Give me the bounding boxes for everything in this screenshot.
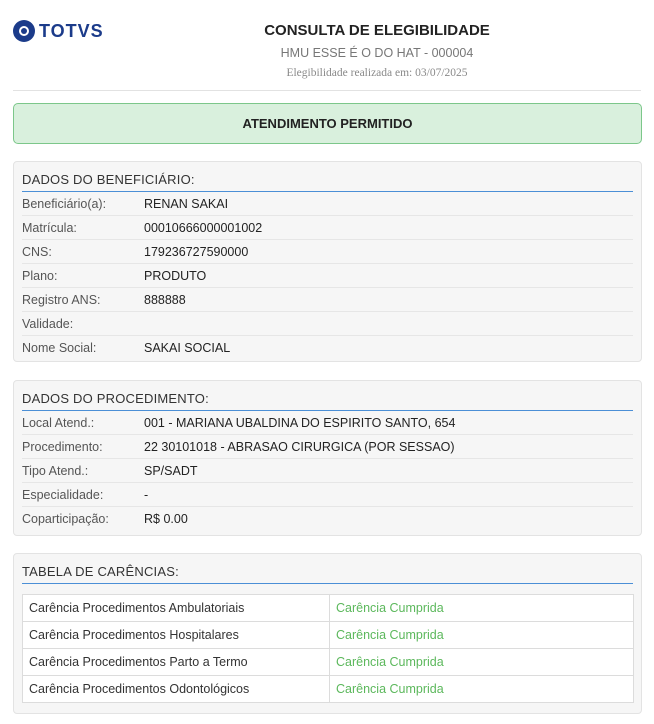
row-value: R$ 0.00 — [144, 511, 188, 526]
row-label: Coparticipação: — [22, 511, 109, 526]
waiting-period-name: Carência Procedimentos Parto a Termo — [23, 649, 330, 676]
page-title: CONSULTA DE ELEGIBILIDADE — [264, 22, 490, 39]
row-label: Local Atend.: — [22, 415, 95, 430]
row-value: SAKAI SOCIAL — [144, 340, 231, 355]
waiting-periods-table — [22, 594, 634, 703]
waiting-period-status: Carência Cumprida — [330, 622, 634, 649]
table-row — [23, 595, 634, 622]
beneficiary-row — [22, 240, 633, 264]
row-value: - — [144, 487, 149, 502]
row-label: Tipo Atend.: — [22, 463, 89, 478]
row-value: 00010666000001002 — [144, 220, 263, 235]
table-row — [23, 622, 634, 649]
page-subtitle: HMU ESSE É O DO HAT - 000004 — [280, 46, 474, 60]
row-value: RENAN SAKAI — [144, 196, 229, 211]
status-banner — [13, 103, 642, 144]
waiting-period-name: Carência Procedimentos Hospitalares — [23, 622, 330, 649]
header-divider — [13, 90, 641, 91]
row-label: Beneficiário(a): — [22, 196, 107, 211]
beneficiary-panel — [13, 161, 642, 362]
row-label: Validade: — [22, 316, 74, 331]
row-label: Nome Social: — [22, 340, 97, 355]
row-label: Plano: — [22, 268, 58, 283]
beneficiary-row — [22, 312, 633, 336]
procedure-row — [22, 507, 633, 530]
waiting-period-status: Carência Cumprida — [330, 676, 634, 703]
waiting-period-name: Carência Procedimentos Ambulatoriais — [23, 595, 330, 622]
row-label: Registro ANS: — [22, 292, 101, 307]
procedure-panel-title: DADOS DO PROCEDIMENTO: — [22, 381, 633, 411]
row-value: 888888 — [144, 292, 186, 307]
table-row — [23, 649, 634, 676]
logo-text: TOTVS — [39, 20, 104, 41]
beneficiary-row — [22, 336, 633, 359]
row-value: 22 30101018 - ABRASAO CIRURGICA (POR SESSAO) — [144, 439, 455, 454]
row-value: PRODUTO — [144, 268, 207, 283]
waiting-period-status: Carência Cumprida — [330, 649, 634, 676]
header — [0, 0, 654, 92]
row-value: 179236727590000 — [144, 244, 249, 259]
waiting-period-name: Carência Procedimentos Odontológicos — [23, 676, 330, 703]
procedure-panel — [13, 380, 642, 536]
row-value: SP/SADT — [144, 463, 198, 478]
procedure-row — [22, 411, 633, 435]
beneficiary-panel-title: DADOS DO BENEFICIÁRIO: — [22, 162, 633, 192]
row-label: CNS: — [22, 244, 52, 259]
table-row — [23, 676, 634, 703]
beneficiary-row — [22, 264, 633, 288]
waiting-period-status: Carência Cumprida — [330, 595, 634, 622]
procedure-row — [22, 435, 633, 459]
procedure-row — [22, 483, 633, 507]
eligibility-date: Elegibilidade realizada em: 03/07/2025 — [286, 67, 468, 79]
waiting-periods-panel — [13, 553, 642, 714]
row-label: Especialidade: — [22, 487, 104, 502]
beneficiary-row — [22, 288, 633, 312]
procedure-row — [22, 459, 633, 483]
beneficiary-row — [22, 216, 633, 240]
status-label: ATENDIMENTO PERMITIDO — [242, 116, 413, 131]
row-value: 001 - MARIANA UBALDINA DO ESPIRITO SANTO, 654 — [144, 415, 456, 430]
row-label: Procedimento: — [22, 439, 103, 454]
beneficiary-row — [22, 192, 633, 216]
row-label: Matrícula: — [22, 220, 77, 235]
waiting-periods-panel-title: TABELA DE CARÊNCIAS: — [22, 554, 633, 584]
